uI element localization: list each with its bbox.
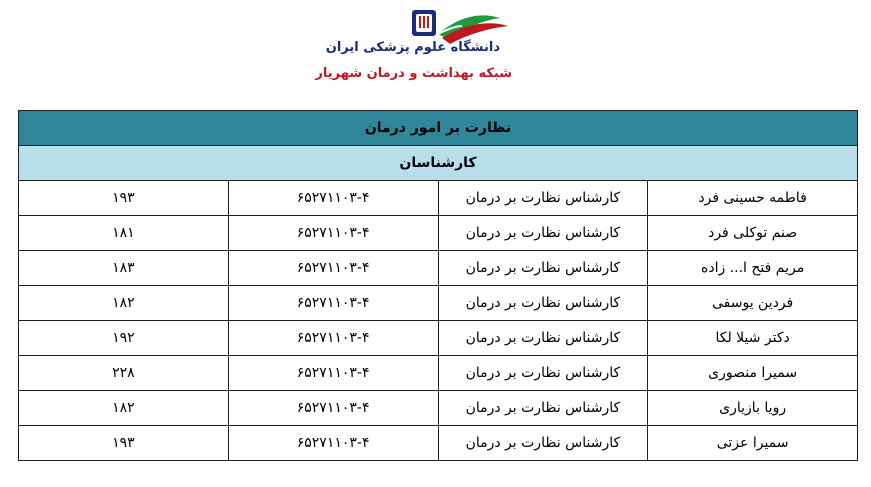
staff-phone: ۶۵۲۷۱۱۰۳-۴ [228, 356, 438, 391]
table-title-row [19, 111, 858, 146]
staff-phone: ۶۵۲۷۱۱۰۳-۴ [228, 216, 438, 251]
staff-phone: ۶۵۲۷۱۱۰۳-۴ [228, 181, 438, 216]
staff-extension: ۱۹۲ [19, 321, 229, 356]
staff-extension: ۱۸۲ [19, 391, 229, 426]
table-row [19, 286, 858, 321]
staff-phone: ۶۵۲۷۱۱۰۳-۴ [228, 251, 438, 286]
table-row [19, 251, 858, 286]
staff-extension: ۱۸۳ [19, 251, 229, 286]
staff-extension: ۲۲۸ [19, 356, 229, 391]
staff-table [18, 110, 858, 461]
staff-title: کارشناس نظارت بر درمان [438, 181, 648, 216]
staff-extension: ۱۹۳ [19, 426, 229, 461]
staff-name: سمیرا عزتی [648, 426, 858, 461]
staff-name: سمیرا منصوری [648, 356, 858, 391]
staff-name: فردین یوسفی [648, 286, 858, 321]
table-row [19, 391, 858, 426]
staff-phone: ۶۵۲۷۱۱۰۳-۴ [228, 321, 438, 356]
table-subtitle: کارشناسان [19, 146, 858, 181]
staff-title: کارشناس نظارت بر درمان [438, 286, 648, 321]
staff-phone: ۶۵۲۷۱۱۰۳-۴ [228, 426, 438, 461]
table-title: نظارت بر امور درمان [19, 111, 858, 146]
table-row [19, 356, 858, 391]
staff-phone: ۶۵۲۷۱۱۰۳-۴ [228, 286, 438, 321]
staff-title: کارشناس نظارت بر درمان [438, 426, 648, 461]
logo-university-name: دانشگاه علوم پزشکی ایران [325, 40, 500, 55]
table-row [19, 216, 858, 251]
staff-extension: ۱۸۲ [19, 286, 229, 321]
staff-name: صنم توکلی فرد [648, 216, 858, 251]
staff-name: رویا بازیاری [648, 391, 858, 426]
staff-title: کارشناس نظارت بر درمان [438, 251, 648, 286]
table-row [19, 181, 858, 216]
table-row [19, 321, 858, 356]
staff-name: فاطمه حسینی فرد [648, 181, 858, 216]
staff-name: مریم فتح ا... زاده [648, 251, 858, 286]
staff-extension: ۱۸۱ [19, 216, 229, 251]
staff-title: کارشناس نظارت بر درمان [438, 391, 648, 426]
logo-network-name: شبکه بهداشت و درمان شهریار [315, 66, 512, 81]
staff-name: دکتر شیلا لکا [648, 321, 858, 356]
table-row [19, 426, 858, 461]
staff-extension: ۱۹۳ [19, 181, 229, 216]
staff-title: کارشناس نظارت بر درمان [438, 356, 648, 391]
staff-phone: ۶۵۲۷۱۱۰۳-۴ [228, 391, 438, 426]
staff-title: کارشناس نظارت بر درمان [438, 216, 648, 251]
staff-title: کارشناس نظارت بر درمان [438, 321, 648, 356]
university-logo [315, 4, 520, 90]
table-subtitle-row [19, 146, 858, 181]
